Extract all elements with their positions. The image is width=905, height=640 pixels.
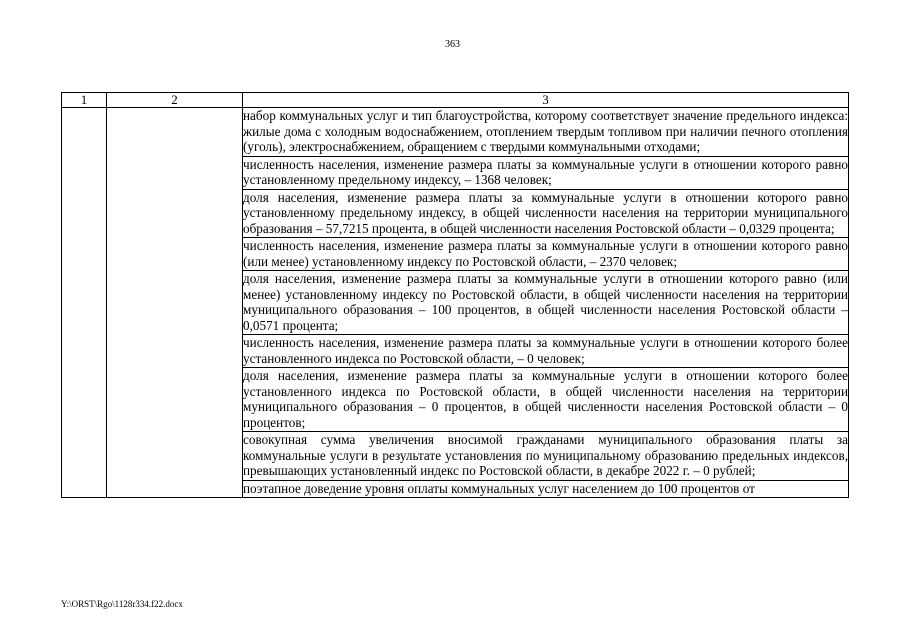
paragraph-service-set: набор коммунальных услуг и тип благоустройства, которому соответствует значение предельного индекса: жилые дома с холодным водоснабжением, отоплением твердым топливом при наличии печного отопления (уголь), электроснабжением, обращением с твердыми коммунальными отходами; <box>243 108 848 157</box>
paragraph-share-above-regional: доля населения, изменение размера платы за коммунальные услуги в отношении которого более установленного индекса по Ростовской области, в общей численности населения на территории муниципального образования – 0 процентов, в общей численности населения Ростовской области – 0 процентов; <box>243 368 848 432</box>
column-header-3: 3 <box>243 93 849 108</box>
text-cell <box>243 108 849 498</box>
paragraph-total-increase: совокупная сумма увеличения вносимой гражданами муниципального образования платы за коммунальные услуги в результате установления по муниципальному образованию предельных индексов, превышающих установленный индекс по Ростовской области, в декабре 2022 г. – 0 рублей; <box>243 432 848 481</box>
paragraph-share-below-regional: доля населения, изменение размера платы за коммунальные услуги в отношении которого равно (или менее) установленному индексу по Ростовской области, в общей численности населения на территории муниципального образования – 100 процентов, в общей численности населения Ростовской области – 0,0571 процента; <box>243 271 848 335</box>
table-header-row <box>62 93 849 108</box>
document-table <box>61 92 849 498</box>
paragraph-share-equal-limit: доля населения, изменение размера платы за коммунальные услуги в отношении которого равно установленному предельному индексу, в общей численности населения на территории муниципального образования – 57,7215 процента, в общей численности населения Ростовской области – 0,0329 процента; <box>243 190 848 239</box>
column-header-2: 2 <box>107 93 243 108</box>
table-row <box>62 108 849 498</box>
empty-cell-2 <box>107 108 243 498</box>
empty-cell-1 <box>62 108 107 498</box>
paragraph-population-equal-limit: численность населения, изменение размера платы за коммунальные услуги в отношении которого равно установленному предельному индексу, – 1368 человек; <box>243 157 848 190</box>
footer-file-path: Y:\ORST\Rgo\1128r334.f22.docx <box>61 599 183 609</box>
column-header-1: 1 <box>62 93 107 108</box>
paragraph-gradual-payment: поэтапное доведение уровня оплаты коммунальных услуг населением до 100 процентов от <box>243 480 755 496</box>
page-number: 363 <box>445 39 460 50</box>
paragraph-population-below-regional: численность населения, изменение размера платы за коммунальные услуги в отношении которого равно (или менее) установленному индексу по Ростовской области, – 2370 человек; <box>243 238 848 271</box>
paragraph-population-above-regional: численность населения, изменение размера платы за коммунальные услуги в отношении которого более установленного индекса по Ростовской области, – 0 человек; <box>243 335 848 368</box>
